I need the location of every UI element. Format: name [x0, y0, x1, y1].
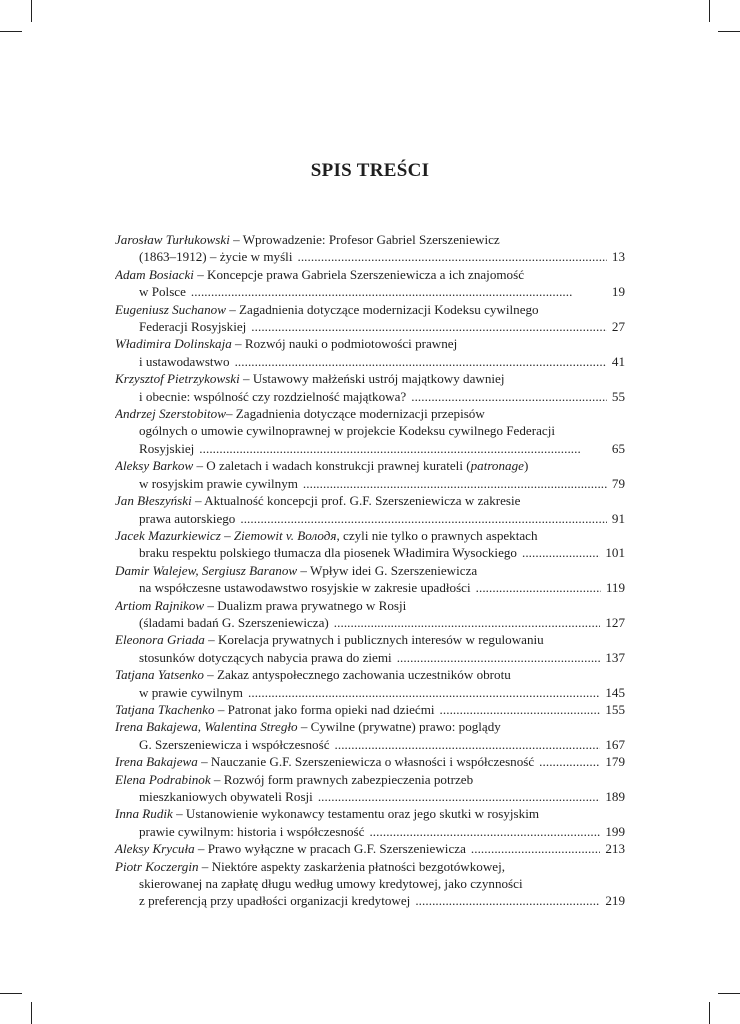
toc-line: [115, 440, 625, 457]
toc-line: [115, 353, 625, 370]
page-number: 55: [611, 388, 625, 404]
entry-author: Irena Bakajewa: [115, 754, 198, 770]
page-number: 101: [605, 545, 625, 561]
entry-author: Jan Błeszyński: [115, 493, 192, 509]
entry-text: prawie cywilnym: historia i współczesność: [139, 823, 365, 839]
entry-author: Aleksy Barkow: [115, 458, 194, 474]
entry-author: Piotr Koczergin: [115, 858, 199, 874]
entry-text: w Polsce: [139, 284, 186, 300]
entry-separator: ,: [336, 527, 344, 543]
entry-text: z preferencją przy upadłości organizacji kredytowej: [139, 893, 411, 909]
toc-line-continuation: ogólnych o umowie cywilnoprawnej w projekcie Kodeksu cywilnego Federacji: [139, 423, 555, 439]
toc-line: [115, 753, 625, 770]
page-number: 65: [611, 440, 625, 456]
dot-leader: [334, 614, 601, 631]
toc-entry[interactable]: [115, 858, 625, 910]
entry-text: G. Szerszeniewicza i współczesność: [139, 736, 330, 752]
entry-title: Zagadnienia dotyczące modernizacji przepisów: [235, 406, 485, 422]
toc-line: [115, 527, 625, 544]
entry-separator: –: [194, 841, 208, 857]
entry-title: Rozwój nauki o podmiotowości prawnej: [244, 336, 458, 352]
dot-leader: [248, 684, 600, 701]
toc-line: [115, 562, 625, 579]
dot-leader: [471, 840, 600, 857]
toc-line: [115, 649, 625, 666]
toc-line: [115, 405, 625, 422]
entry-text: (1863–1912) – życie w myśli: [139, 249, 293, 265]
toc-entry[interactable]: [115, 771, 625, 806]
toc-entry[interactable]: [115, 335, 625, 370]
toc-entry[interactable]: [115, 370, 625, 405]
entry-separator: –: [204, 597, 218, 613]
toc-line: [115, 318, 625, 335]
toc-line: [115, 475, 625, 492]
page-number: 19: [611, 284, 625, 300]
toc-line: [115, 892, 625, 909]
dot-leader: [199, 440, 607, 457]
page-title: SPIS TREŚCI: [310, 160, 430, 181]
crop-mark: [0, 31, 22, 32]
entry-text: [115, 840, 466, 857]
entry-title: Niektóre aspekty zaskarżenia płatności bezgotówkowej,: [211, 858, 506, 874]
toc-line: [115, 823, 625, 840]
entry-author: Eleonora Griada: [115, 632, 205, 648]
toc-line-continuation: skierowanej na zapłatę długu według umowy kredytowej, jako czynności: [139, 876, 523, 892]
entry-author: Jarosław Turłukowski: [115, 232, 230, 247]
entry-title-italic: patronage: [470, 458, 524, 474]
dot-leader: [411, 388, 607, 405]
toc-line: [115, 666, 625, 683]
entry-text: braku respektu polskiego tłumacza dla piosenek Władimira Wysockiego: [139, 545, 517, 561]
entry-separator: –: [214, 701, 228, 717]
entry-title: Nauczanie G.F. Szerszeniewicza o własności i współczesność: [210, 754, 535, 770]
toc-line: [115, 771, 625, 788]
page-number: 91: [611, 510, 625, 526]
entry-author: Eugeniusz Suchanow: [115, 301, 226, 317]
toc-entry[interactable]: [115, 527, 625, 562]
toc-entry[interactable]: [115, 231, 625, 266]
page-number: 127: [605, 614, 625, 630]
toc-entry[interactable]: [115, 457, 625, 492]
entry-title: Prawo wyłączne w pracach G.F. Szerszeniewicza: [207, 841, 466, 857]
crop-mark: [718, 993, 740, 994]
entry-separator: –: [231, 336, 245, 352]
toc-line: [115, 597, 625, 614]
entry-text: na współczesne ustawodawstwo rosyjskie w zakresie upadłości: [139, 580, 471, 596]
toc-line: [115, 736, 625, 753]
dot-leader: [240, 510, 607, 527]
toc-line: [115, 283, 625, 300]
toc-line: [115, 388, 625, 405]
crop-mark: [31, 1002, 32, 1024]
toc-line: [115, 701, 625, 718]
entry-separator: –: [225, 406, 236, 422]
entry-author: Andrzej Szerstobitow: [115, 406, 226, 422]
entry-text: stosunków dotyczących nabycia prawa do ziemi: [139, 649, 392, 665]
entry-title: Dualizm prawa prywatnego w Rosji: [217, 597, 407, 613]
toc-line: [115, 492, 625, 509]
entry-title: Zakaz antyspołecznego zachowania uczestników obrotu: [217, 667, 511, 683]
entry-text: i ustawodawstwo: [139, 353, 230, 369]
entry-title: Wpływ idei G. Szerszeniewicza: [309, 562, 478, 578]
toc-line: [115, 231, 625, 248]
toc-entry[interactable]: [115, 631, 625, 666]
entry-separator: –: [197, 754, 211, 770]
table-of-contents: [115, 231, 625, 910]
entry-separator: –: [198, 858, 212, 874]
toc-entry[interactable]: [115, 562, 625, 597]
page-number: 41: [611, 353, 625, 369]
toc-line: [115, 579, 625, 596]
entry-title: Wprowadzenie: Profesor Gabriel Szerszeniewicz: [242, 232, 500, 247]
entry-separator: –: [229, 232, 243, 247]
entry-title: czyli nie tylko o prawnych aspektach: [343, 527, 538, 543]
dot-leader: [440, 701, 601, 718]
crop-mark: [709, 1002, 710, 1024]
toc-entry[interactable]: [115, 492, 625, 527]
dot-leader: [191, 283, 607, 300]
page-number: 213: [605, 841, 625, 857]
entry-author: Krzysztof Pietrzykowski: [115, 371, 240, 387]
dot-leader: [476, 579, 601, 596]
toc-line: [115, 631, 625, 648]
entry-separator: –: [191, 493, 205, 509]
page-number: 119: [605, 580, 625, 596]
entry-author: Władimira Dolinskaja: [115, 336, 232, 352]
toc-line: [115, 858, 625, 875]
entry-text: (śladami badań G. Szerszeniewicza): [139, 614, 329, 630]
entry-author: Damir Walejew, Sergiusz Baranow: [115, 562, 298, 578]
page-number: 155: [605, 701, 625, 717]
toc-line: [115, 266, 625, 283]
crop-mark: [0, 993, 22, 994]
entry-author: Aleksy Krycuła: [115, 841, 195, 857]
entry-title: Ustawowy małżeński ustrój majątkowy dawniej: [252, 371, 505, 387]
toc-entry[interactable]: [115, 266, 625, 301]
toc-line: [115, 248, 625, 265]
entry-separator: –: [204, 632, 218, 648]
toc-line: [115, 544, 625, 561]
toc-entry[interactable]: [115, 805, 625, 840]
entry-separator: –: [203, 667, 217, 683]
toc-entry[interactable]: [115, 718, 625, 753]
toc-line: [115, 370, 625, 387]
entry-title: O zaletach i wadach konstrukcji prawnej kurateli (: [206, 458, 471, 474]
page-number: 189: [605, 789, 625, 804]
entry-text: w rosyjskim prawie cywilnym: [139, 475, 298, 491]
entry-separator: –: [193, 266, 208, 282]
toc-line: [115, 718, 625, 735]
page-number: 219: [605, 893, 625, 909]
entry-separator: –: [239, 371, 253, 387]
page-number: 79: [611, 475, 625, 491]
entry-text: prawa autorskiego: [139, 510, 236, 526]
entry-title: Rozwój form prawnych zabezpieczenia potrzeb: [223, 771, 474, 787]
toc-entry[interactable]: [115, 301, 625, 336]
toc-entry[interactable]: [115, 701, 625, 718]
crop-mark: [709, 0, 710, 22]
entry-text: Rosyjskiej: [139, 440, 195, 456]
dot-leader: [297, 248, 606, 265]
toc-line: [115, 301, 625, 318]
toc-line: [115, 805, 625, 822]
entry-author: Elena Podrabinok: [115, 771, 211, 787]
dot-leader: [251, 318, 607, 335]
entry-title: Ustanowienie wykonawcy testamentu oraz jego skutki w rosyjskim: [185, 806, 540, 822]
page-number: 13: [611, 249, 625, 265]
entry-separator: –: [297, 562, 310, 578]
entry-author: Tatjana Tkachenko: [115, 701, 215, 717]
toc-line: [115, 840, 625, 857]
page-number: 179: [605, 754, 625, 770]
entry-author: Irena Bakajewa, Walentina Stregło: [115, 719, 298, 735]
entry-separator: –: [210, 771, 224, 787]
toc-entry[interactable]: [115, 666, 625, 701]
toc-line: [115, 614, 625, 631]
entry-author: Tatjana Yatsenko: [115, 667, 204, 683]
entry-title: Koncepcje prawa Gabriela Szerszeniewicza a ich znajomość: [207, 266, 525, 282]
entry-text: mieszkaniowych obywateli Rosji: [139, 789, 313, 804]
dot-leader: [415, 892, 600, 909]
page-number: 145: [605, 684, 625, 700]
entry-title: Korelacja prywatnych i publicznych interesów w regulowaniu: [217, 632, 544, 648]
toc-entry[interactable]: [115, 597, 625, 632]
dot-leader: [369, 823, 600, 840]
entry-title: Zagadnienia dotyczące modernizacji Kodeksu cywilnego: [239, 301, 539, 317]
dot-leader: [235, 353, 607, 370]
toc-entry[interactable]: [115, 840, 625, 857]
toc-line: [115, 684, 625, 701]
entry-text: i obecnie: wspólność czy rozdzielność majątkowa?: [139, 388, 407, 404]
dot-leader: [397, 649, 601, 666]
toc-entry[interactable]: [115, 405, 625, 457]
entry-text: Federacji Rosyjskiej: [139, 319, 247, 335]
toc-line: [115, 788, 625, 805]
entry-separator: –: [225, 301, 240, 317]
page-number: 167: [605, 736, 625, 752]
toc-line: [115, 457, 625, 474]
dot-leader: [335, 736, 601, 753]
entry-separator: –: [193, 458, 207, 474]
dot-leader: [522, 544, 600, 561]
entry-text: [115, 701, 435, 718]
entry-separator: –: [172, 806, 186, 822]
page-number: 27: [611, 319, 625, 335]
crop-mark: [718, 31, 740, 32]
entry-author: Jacek Mazurkiewicz – Ziemowit v. Володя: [115, 527, 337, 543]
entry-separator: –: [297, 719, 311, 735]
entry-title: ): [523, 458, 529, 474]
dot-leader: [539, 753, 600, 770]
entry-author: Artiom Rajnikow: [115, 597, 205, 613]
entry-text: w prawie cywilnym: [139, 684, 243, 700]
page-number: 137: [605, 649, 625, 665]
dot-leader: [303, 475, 607, 492]
entry-author: Inna Rudik: [115, 806, 173, 822]
toc-line: [115, 335, 625, 352]
entry-text: [115, 753, 534, 770]
entry-author: Adam Bosiacki: [115, 266, 194, 282]
entry-title: Patronat jako forma opieki nad dziećmi: [227, 701, 435, 717]
dot-leader: [318, 788, 601, 805]
crop-mark: [31, 0, 32, 22]
entry-title: Aktualność koncepcji prof. G.F. Szerszeniewicza w zakresie: [204, 493, 521, 509]
toc-line: [115, 510, 625, 527]
entry-title: Cywilne (prywatne) prawo: poglądy: [310, 719, 501, 735]
page-number: 199: [605, 823, 625, 839]
toc-entry[interactable]: [115, 753, 625, 770]
